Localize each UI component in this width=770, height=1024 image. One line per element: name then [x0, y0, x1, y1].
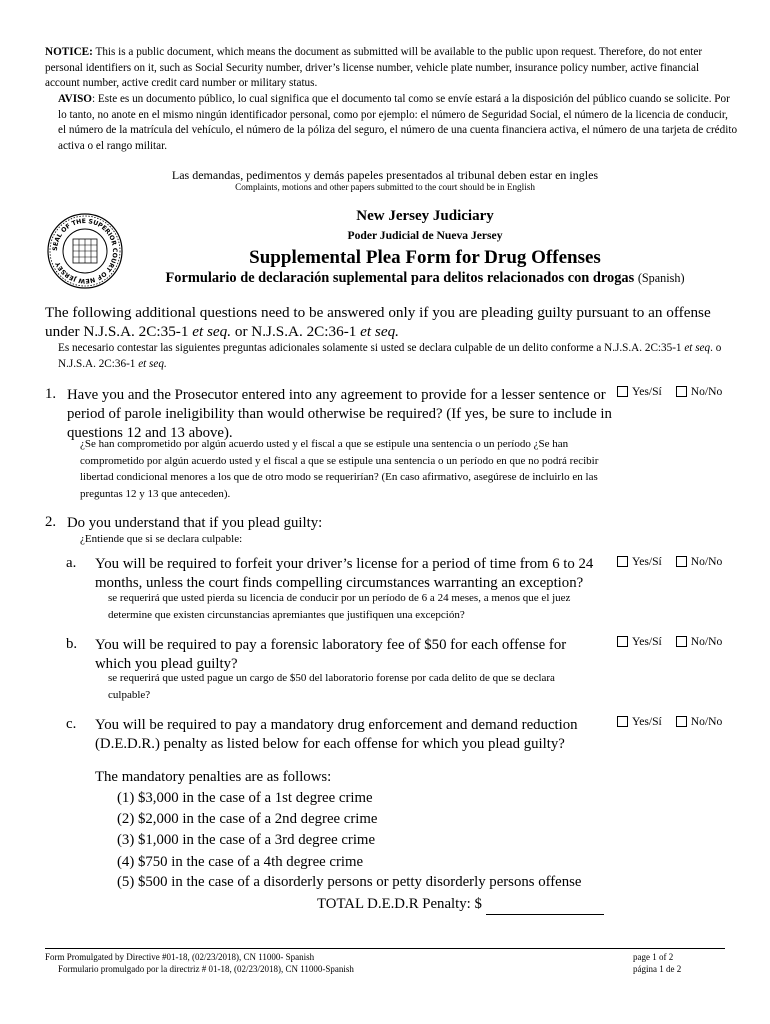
footer-directive-en: Form Promulgated by Directive #01-18, (02/23/2018), CN 11000- Spanish	[45, 952, 315, 962]
form-title-es	[100, 270, 750, 287]
seal-lettering: SEAL OF THE SUPERIOR COURT OF NEW JERSEY	[51, 217, 119, 285]
q2a-no-checkbox[interactable]	[676, 556, 687, 567]
aviso-text: : Este es un documento público, lo cual significa que el documento tal como se envíe estará a la disposición del público cuando se solicite. Por lo tanto, no anote en el mismo ningún identificador personal, como por ejemplo: el número de Seguridad Social, el número de la licencia de conducir, el número de la matrícula del vehículo, el número de la póliza del seguro, el número de una cuenta financiera activa, el número de una tarjeta de crédito activa o el rango militar.	[58, 93, 738, 152]
penalty-item: (5) $500 in the case of a disorderly persons or petty disorderly persons offense	[117, 874, 582, 890]
q2c-text-en: You will be required to pay a mandatory drug enforcement and demand reduction (D.E.D.R.) penalty as listed below for each offense for which you plead guilty?	[95, 717, 578, 753]
penalty-item: (2) $2,000 in the case of a 2nd degree crime	[117, 811, 378, 827]
q2a-text-es: se requerirá que usted pierda su licencia de conducir por un período de 6 a 24 meses, a menos que el juez determine que existen circunstancias apremiantes que justifiquen una excepción?	[108, 592, 571, 621]
intro-es-part: . o N.J.S.A. 2C:36-1	[58, 342, 722, 370]
footer-page-en: page 1 of 2	[633, 952, 674, 962]
q2-number: 2.	[45, 514, 57, 530]
intro-es-italic: et seq.	[138, 358, 167, 370]
q2-text-es: ¿Entiende que si se declara culpable:	[80, 533, 243, 545]
q2c-options	[617, 715, 722, 728]
penalty-item: (3) $1,000 in the case of a 3rd degree crime	[117, 832, 376, 848]
q2b-yes-checkbox[interactable]	[617, 636, 628, 647]
penalty-item: (1) $3,000 in the case of a 1st degree crime	[117, 790, 373, 806]
q2c-letter: c.	[66, 716, 77, 732]
intro-en	[45, 303, 745, 341]
intro-en-part: The following additional questions need to be answered only if you are pleading guilty pursuant to an offense under N.J.S.A. 2C:35-1	[45, 304, 711, 340]
q2b-text-en: You will be required to pay a forensic laboratory fee of $50 for each offense for which you plead guilty?	[95, 637, 567, 673]
org-name-es: Poder Judicial de Nueva Jersey	[347, 229, 503, 242]
penalty-item: (4) $750 in the case of a 4th degree crime	[117, 854, 364, 870]
q2c-no-checkbox[interactable]	[676, 716, 687, 727]
q2a-text-en: You will be required to forfeit your driver’s license for a period of time from 6 to 24 months, unless the court finds compelling circumstances warranting an exception?	[95, 556, 594, 592]
q1-options	[617, 385, 722, 398]
q2b-text-es: se requerirá que usted pague un cargo de $50 del laboratorio forense por cada delito de que se declara culpable?	[108, 672, 555, 701]
intro-es	[58, 340, 738, 372]
q1-text-es: ¿Se han comprometido por algún acuerdo usted y el fiscal a que se estipule una sentencia o un período ¿Se han comprometido por algún acuerdo usted y el fiscal a que se estipule una sentencia o un período en que no podrá recibir libertad condicional menores a los que de otro modo se requerirían? (En caso afirmativo, asegúrese de incluirlo en las preguntas 12 y 13 que anteceden).	[80, 438, 599, 500]
form-title-es-text: Formulario de declaración suplemental para delitos relacionados con drogas	[165, 270, 635, 286]
q1-no-label: No/No	[690, 385, 723, 398]
notice-en	[45, 45, 735, 92]
q2a-no-label: No/No	[690, 555, 723, 568]
q1-yes-checkbox[interactable]	[617, 386, 628, 397]
q1-no-checkbox[interactable]	[676, 386, 687, 397]
footer-divider	[45, 948, 725, 949]
aviso-label: AVISO	[58, 93, 92, 105]
total-penalty	[317, 894, 604, 915]
language-note-en: Complaints, motions and other papers submitted to the court should be in English	[235, 182, 535, 192]
intro-es-italic: et seq	[684, 342, 711, 354]
q2a-yes-label: Yes/Sí	[632, 555, 662, 568]
q2c-yes-label: Yes/Sí	[632, 715, 662, 728]
intro-en-italic: et seq.	[360, 323, 399, 340]
q2c-yes-checkbox[interactable]	[617, 716, 628, 727]
q2b-no-label: No/No	[690, 635, 723, 648]
q2b-no-checkbox[interactable]	[676, 636, 687, 647]
footer-page-es: página 1 de 2	[633, 964, 682, 974]
q1-text-en: Have you and the Prosecutor entered into any agreement to provide for a lesser sentence or period of parole ineligibility than would otherwise be required? (If yes, be sure to include in questions 12 and 13 above).	[67, 387, 612, 442]
q2a-yes-checkbox[interactable]	[617, 556, 628, 567]
intro-en-italic: et seq.	[192, 323, 232, 340]
q1-number: 1.	[45, 386, 57, 402]
language-note-es: Las demandas, pedimentos y demás papeles presentados al tribunal deben estar en ingles	[171, 168, 599, 182]
notice-es	[58, 92, 738, 154]
q2a-options	[617, 555, 722, 568]
q2c-no-label: No/No	[690, 715, 723, 728]
notice-text: This is a public document, which means the document as submitted will be available to the public upon request. Therefore, do not enter personal identifiers on it, such as Social Security number, driver’s license number, vehicle plate number, insurance policy number, active financial account number, active credit card number or military status.	[45, 46, 703, 89]
penalties-heading: The mandatory penalties are as follows:	[95, 769, 332, 785]
q2-text-en: Do you understand that if you plead guilty:	[67, 515, 323, 531]
q1-yes-label: Yes/Sí	[632, 385, 662, 398]
form-title-en: Supplemental Plea Form for Drug Offenses	[249, 247, 601, 268]
q2a-letter: a.	[66, 555, 77, 571]
notice-label: NOTICE:	[45, 46, 93, 58]
org-name-en: New Jersey Judiciary	[356, 208, 494, 224]
footer-directive-es: Formulario promulgado por la directriz # 01-18, (02/23/2018), CN 11000-Spanish	[58, 964, 354, 974]
form-language: (Spanish)	[637, 271, 685, 285]
total-penalty-label: TOTAL D.E.D.R Penalty: $	[317, 896, 482, 912]
total-penalty-field[interactable]	[486, 897, 604, 915]
intro-en-part: or N.J.S.A. 2C:36-1	[231, 323, 361, 340]
intro-es-part: Es necesario contestar las siguientes preguntas adicionales solamente si usted se declara culpable de un delito conforme a N.J.S.A. 2C:35-1	[58, 342, 685, 354]
q2b-options	[617, 635, 722, 648]
q2b-letter: b.	[66, 636, 78, 652]
q2b-yes-label: Yes/Sí	[632, 635, 662, 648]
